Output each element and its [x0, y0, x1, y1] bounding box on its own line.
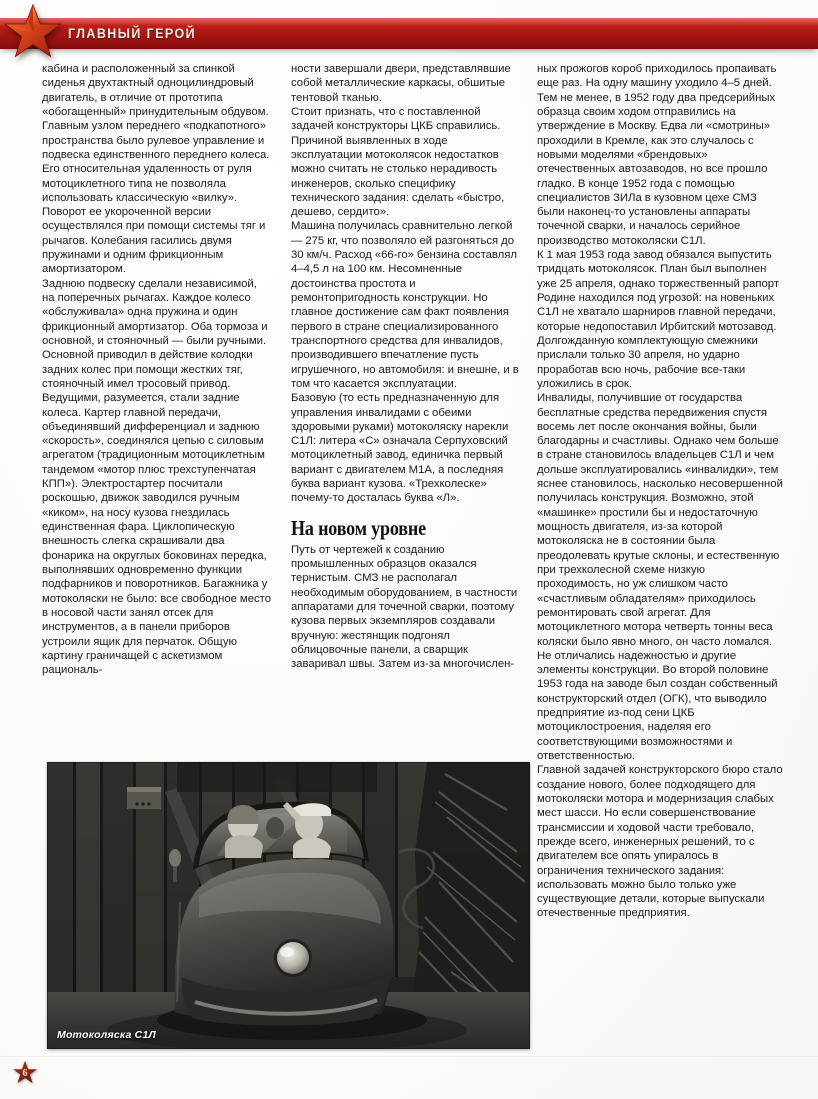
red-star-icon	[2, 2, 64, 64]
section-banner	[0, 18, 818, 49]
section-subheading: На новом уровне	[291, 515, 426, 540]
footer-divider	[0, 1056, 818, 1057]
text-column-1	[42, 62, 272, 677]
paragraph: кабина и расположенный за спинкой сиденья двухтактный одноцилиндровый двигатель, в отличие от прототипа «обогащенный» принудительным обдувом. Главным узлом переднего «подкапотного» пространства было рулевое управление и подвеска единственного переднего колеса. Его относительная удаленность от руля мотоциклетного типа не позволяла использовать классическую «вилку». Поворот ее укороченной версии осуществлялся при помощи системы тяг и рычагов. Колебания гасились двумя пружинами и одним фрикционным амортизатором.	[42, 63, 270, 276]
paragraph: ности завершали двери, представлявшие собой металлические каркасы, обшитые тентовой тканью.	[291, 63, 511, 104]
paragraph: Путь от чертежей к созданию промышленных образцов оказался тернистым. СМЗ не располагал необходимым оборудованием, в частности аппаратами для точечной сварки, поэтому кузова первых экземпляров создавали вручную: жестянщик подгонял облицовочные панели, а сварщик заваривал швы. Затем из-за многочислен-	[291, 543, 518, 671]
text-column-3	[537, 62, 784, 921]
section-title: ГЛАВНЫЙ ГЕРОЙ	[68, 26, 197, 41]
text-column-2	[291, 62, 521, 672]
article-photo	[47, 762, 530, 1049]
paragraph: Стоит признать, что с поставленной задачей конструкторы ЦКБ справились. Причиной выявленных в ходе эксплуатации мотоколясок недостатков можно считать не столько нерадивость инженеров, сколько специфику технического задания: сделать «быстро, дешево, сердито».	[291, 105, 505, 219]
paragraph: Заднюю подвеску сделали независимой, на поперечных рычагах. Каждое колесо «обслуживала» одна пружина и один фрикционный амортизатор. Оба тормоза и основной, и стояночный — были ручными. Основной приводил в действие колодки задних колес при помощи жестких тяг, стояночный имел тросовый привод. Ведущими, разумеется, стали задние колеса. Картер главной передачи, объединявший дифференциал и заднюю «скорость», соединялся цепью с силовым агрегатом (традиционным мотоциклетным тандемом «мотор плюс трехступенчатая КПП»). Электростартер посчитали роскошью, движок заводился ручным «киком», на носу кузова гнездилась единственная фара. Циклопическую внешность слегка скрашивали два фонарика на округлых боковинах передка, выполнявших одновременно функции подфарников и поворотников. Багажника у мотоколяски не было: все свободное место в носовой части занял отсек для инструментов, а в панели приборов устроили ящик для перчаток. Общую картину граничащей с аскетизмом рациональ-	[42, 277, 271, 677]
paragraph: Машина получилась сравнительно легкой — 275 кг, что позволяло ей разгоняться до 30 км/ч. Расход «66-го» бензина составлял 4–4,5 л на 100 км. Несомненные достоинства простота и ремонтопригодность конструкции. Но главное достижение сам факт появления первого в стране специализированного транспортного средства для инвалидов, производившего впечатление пусть игрушечного, но автомобиля: и внешне, и в том что касается эксплуатации.	[291, 220, 519, 390]
paragraph: Главной задачей конструкторского бюро стало создание нового, более подходящего для мотоколяски мотора и модернизация слабых мест шасси. Но если совершенствование трансмиссии и ходовой части требовало, прежде всего, инженерных решений, то с двигателем все опять упиралось в ограничения технического задания: использовать можно было только уже существующие детали, которые выпускали отечественные предприятия.	[537, 764, 783, 920]
paragraph: ных прожогов короб приходилось пропаивать еще раз. На одну машину уходило 4–5 дней. Тем не менее, в 1952 году два предсерийных образца своим ходом отправились на утверждение в Москву. Едва ли «смотрины» проходили в Кремле, как это случалось с новыми моделями «брендовых» отечественных автозаводов, но все прошло гладко. В конце 1952 года с помощью специалистов ЗИЛа в кузовном цехе СМЗ были наконец-то установлены аппараты точечной сварки, и началось серийное производство мотоколяски С1Л.	[537, 63, 777, 247]
page-number: 6	[22, 1068, 28, 1079]
paragraph: Инвалиды, получившие от государства бесплатные средства передвижения спустя восемь лет после окончания войны, были благодарны и счастливы. Однако чем больше в стране становилось владельцев С1Л и чем дольше эксплуатировались «инвалидки», тем яснее становилось, насколько несовершенной получилась конструкция. Возможно, этой «машинке» простили бы и недостаточную мощность двигателя, из-за которой мотоколяска не в состоянии была преодолевать крутые склоны, и естественную при трехколесной схеме низкую проходимость, но уж слишком часто «счастливым обладателям» приходилось ремонтировать свой агрегат. Для мотоциклетного мотора четверть тонны веса коляски было явно много, он часто ломался. Не отличались надежностью и другие элементы конструкции. Во второй половине 1953 года на заводе был создан собственный конструкторский отдел (ОГК), что выводило предприятие из-под сени ЦКБ мотоциклостроения, наделяя его соответствующими возможностями и ответственностью.	[537, 392, 783, 762]
paragraph: К 1 мая 1953 года завод обязался выпустить тридцать мотоколясок. План был выполнен уже 25 апреля, однако торжественный рапорт Родине находился под угрозой: на новеньких С1Л не хватало шарниров главной передачи, которые недопоставил Ирбитский мотозавод. Долгожданную комплектующую смежники прислали только 30 апреля, но ударно проработав всю ночь, рабочие все-таки уложились в срок.	[537, 249, 779, 390]
paragraph: Базовую (то есть предназначенную для управления инвалидами с обеими здоровыми руками) мотоколяску нарекли С1Л: литера «С» означала Серпуховский мотоциклетный завод, единичка первый вариант с двигателем М1А, а последняя буква вариант кузова. «Трехколеске» почему-то досталась буква «Л».	[291, 392, 509, 505]
photo-caption: Мотоколяска С1Л	[57, 1029, 156, 1041]
